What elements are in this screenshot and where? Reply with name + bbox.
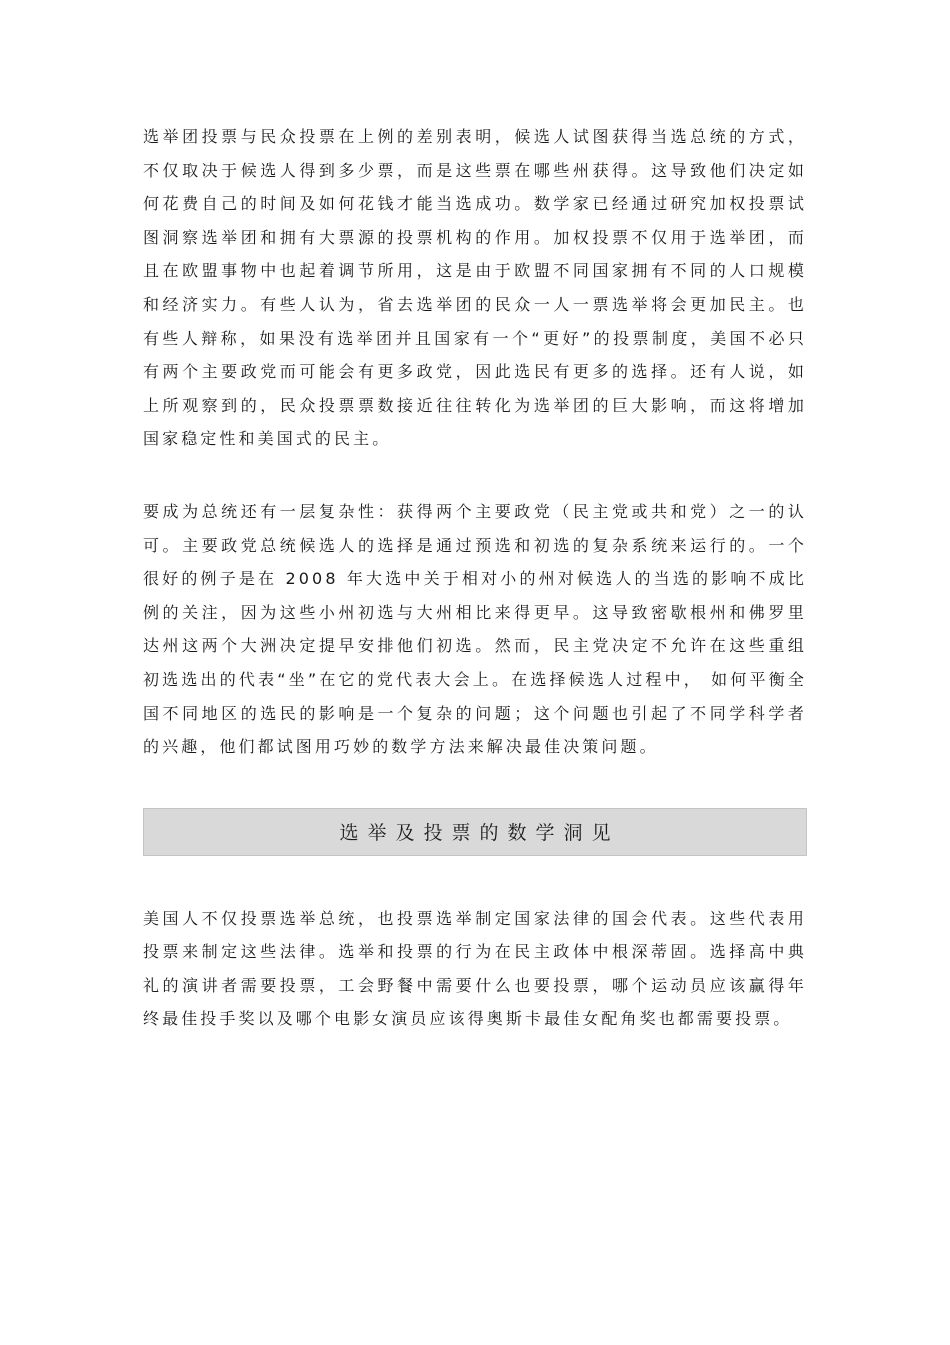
- paragraph-electoral-college: 选举团投票与民众投票在上例的差别表明，候选人试图获得当选总统的方式，不仅取决于候选人得到多少票，而是这些票在哪些州获得。这导致他们决定如何花费自己的时间及如何花钱才能当选成功。数学家已经通过研究加权投票试图洞察选举团和拥有大票源的投票机构的作用。加权投票不仅用于选举团，而且在欧盟事物中也起着调节所用，这是由于欧盟不同国家拥有不同的人口规模和经济实力。有些人认为，省去选举团的民众一人一票选举将会更加民主。也有些人辩称，如果没有选举团并且国家有一个“更好”的投票制度，美国不必只有两个主要政党而可能会有更多政党，因此选民有更多的选择。还有人说，如上所观察到的，民众投票票数接近往往转化为选举团的巨大影响，而这将增加国家稳定性和美国式的民主。: [143, 127, 807, 449]
- section-header: [143, 808, 807, 856]
- paragraph-voting-everyday: 美国人不仅投票选举总统，也投票选举制定国家法律的国会代表。这些代表用投票来制定这些法律。选举和投票的行为在民主政体中根深蒂固。选择高中典礼的演讲者需要投票，工会野餐中需要什么也要投票，哪个运动员应该赢得年终最佳投手奖以及哪个电影女演员应该得奥斯卡最佳女配角奖也都需要投票。: [143, 908, 807, 1029]
- paragraph-primaries: 要成为总统还有一层复杂性：获得两个主要政党（民主党或共和党）之一的认可。主要政党总统候选人的选择是通过预选和初选的复杂系统来运行的。一个很好的例子是在 2008 年大选中关于相对小的州对候选人的当选的影响不成比例的关注，因为这些小州初选与大州相比来得更早。这导致密歇根州和佛罗里达州这两个大洲决定提早安排他们初选。然而，民主党决定不允许在这些重组初选选出的代表“坐”在它的党代表大会上。在选择候选人过程中， 如何平衡全国不同地区的选民的影响是一个复杂的问题；这个问题也引起了不同学科学者的兴趣，他们都试图用巧妙的数学方法来解决最佳决策问题。: [143, 501, 807, 757]
- section-title: 选举及投票的数学洞见: [339, 822, 620, 845]
- document-page: [143, 120, 807, 1036]
